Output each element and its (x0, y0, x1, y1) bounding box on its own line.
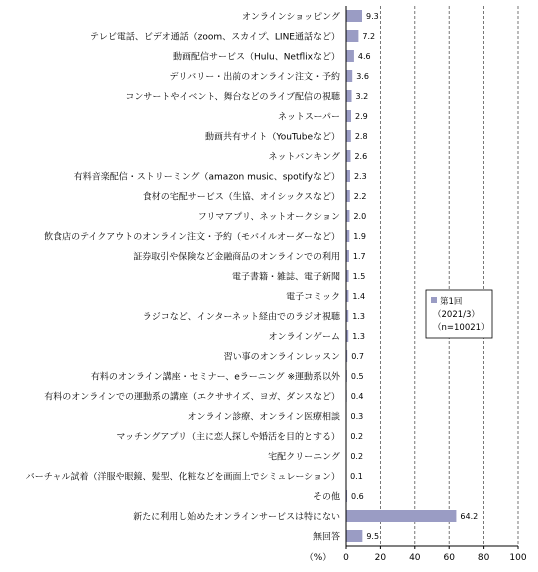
value-label: 1.4 (352, 292, 366, 301)
bar (347, 150, 351, 162)
value-label: 0.7 (351, 352, 364, 361)
category-label: オンライン診療、オンライン医療相談 (187, 412, 340, 423)
value-label: 1.3 (352, 332, 365, 341)
bar (347, 310, 349, 322)
x-tick-label: 0 (343, 553, 349, 563)
category-label: 食材の宅配サービス（生協、オイシックスなど） (142, 192, 340, 203)
category-label: 無回答 (312, 532, 340, 543)
value-label: 0.3 (350, 412, 364, 421)
category-label: 有料音楽配信・ストリーミング（amazon music、spotifyなど） (73, 172, 340, 183)
category-label: フリマアプリ、ネットオークション (197, 212, 340, 223)
x-tick-label: 40 (409, 553, 421, 563)
category-label: 宅配クリーニング (268, 452, 340, 463)
value-label: 2.9 (354, 112, 368, 121)
value-label: 2.0 (353, 212, 367, 221)
value-label: 1.9 (353, 232, 367, 241)
category-label: コンサートやイベント、舞台などのライブ配信の視聴 (125, 92, 340, 103)
x-tick-label: 60 (443, 553, 455, 563)
bar (347, 270, 349, 282)
category-label: 動画配信サービス（Hulu、Netflixなど） (173, 52, 340, 63)
category-label: 有料のオンライン講座・セミナー、eラーニング ※運動系以外 (90, 372, 340, 383)
value-label: 3.6 (356, 72, 369, 81)
legend-swatch (431, 297, 437, 303)
bar (347, 50, 354, 62)
category-label: オンラインショッピング (241, 12, 340, 23)
value-label: 7.2 (362, 32, 376, 41)
legend-label: （2021/3） (433, 310, 480, 320)
value-label: 1.3 (352, 312, 365, 321)
bar (347, 10, 362, 22)
value-label: 0.6 (351, 492, 364, 501)
value-label: 0.2 (350, 432, 364, 441)
value-label: 2.8 (354, 132, 368, 141)
x-axis-label: （%） (304, 553, 332, 563)
grid-lines (380, 6, 518, 546)
x-tick-label: 20 (374, 553, 387, 563)
bar (347, 350, 348, 362)
x-tick-label: 100 (509, 553, 527, 563)
value-label: 2.6 (354, 152, 368, 161)
value-label: 2.2 (353, 192, 367, 201)
category-labels (26, 12, 341, 543)
value-label: 0.5 (350, 372, 364, 381)
bar (347, 110, 351, 122)
bar (347, 530, 363, 542)
value-label: 3.2 (355, 92, 369, 101)
bar (347, 90, 352, 102)
category-label: 証券取引や保険など金融商品のオンラインでの利用 (133, 252, 340, 263)
category-label: ネットスーパー (277, 112, 340, 123)
value-label: 9.3 (365, 12, 379, 21)
category-label: 習い事のオンラインレッスン (223, 352, 340, 363)
value-label: 1.5 (352, 272, 366, 281)
legend-label: 第1回 (440, 297, 463, 307)
category-label: 新たに利用し始めたオンラインサービスは特にない (133, 512, 340, 523)
x-tick-label: 80 (477, 553, 490, 563)
category-label: バーチャル試着（洋服や眼鏡、髪型、化粧などを画面上でシミュレーション） (25, 472, 340, 483)
category-label: 有料のオンラインでの運動系の講座（エクササイズ、ヨガ、ダンスなど） (44, 392, 340, 403)
value-label: 2.3 (353, 172, 367, 181)
category-label: 電子書籍・雑誌、電子新聞 (231, 272, 340, 283)
value-label: 9.5 (366, 532, 380, 541)
legend-label: （n=10021） (433, 323, 490, 333)
value-label: 4.6 (357, 52, 371, 61)
bar (347, 130, 351, 142)
category-label: 動画共有サイト（YouTubeなど） (205, 132, 340, 143)
value-labels (350, 12, 478, 541)
bar (347, 210, 350, 222)
bar (347, 170, 350, 182)
bar (347, 290, 349, 302)
bar (347, 190, 350, 202)
bar (347, 230, 350, 242)
value-label: 0.1 (350, 472, 363, 481)
bar (347, 330, 349, 342)
value-label: 0.4 (350, 392, 364, 401)
category-label: テレビ電話、ビデオ通話（zoom、スカイプ、LINE通話など） (90, 32, 340, 43)
category-label: 電子コミック (286, 292, 340, 303)
bar (347, 510, 457, 522)
value-label: 0.2 (350, 452, 364, 461)
category-label: デリバリー・出前のオンライン注文・予約 (169, 72, 340, 83)
category-label: ネットバンキング (268, 152, 340, 163)
category-label: ラジコなど、インターネット経由でのラジオ視聴 (142, 312, 340, 323)
legend (426, 290, 492, 338)
value-label: 1.7 (352, 252, 366, 261)
bar (347, 250, 349, 262)
bar (347, 30, 359, 42)
category-label: マッチングアプリ（主に恋人探しや婚活を目的とする） (116, 432, 340, 443)
category-label: その他 (312, 492, 340, 503)
category-label: 飲食店のテイクアウトのオンライン注文・予約（モバイルオーダーなど） (44, 232, 340, 243)
bar (347, 70, 353, 82)
bar (347, 490, 348, 502)
category-label: オンラインゲーム (268, 332, 340, 343)
value-label: 64.2 (460, 512, 479, 521)
